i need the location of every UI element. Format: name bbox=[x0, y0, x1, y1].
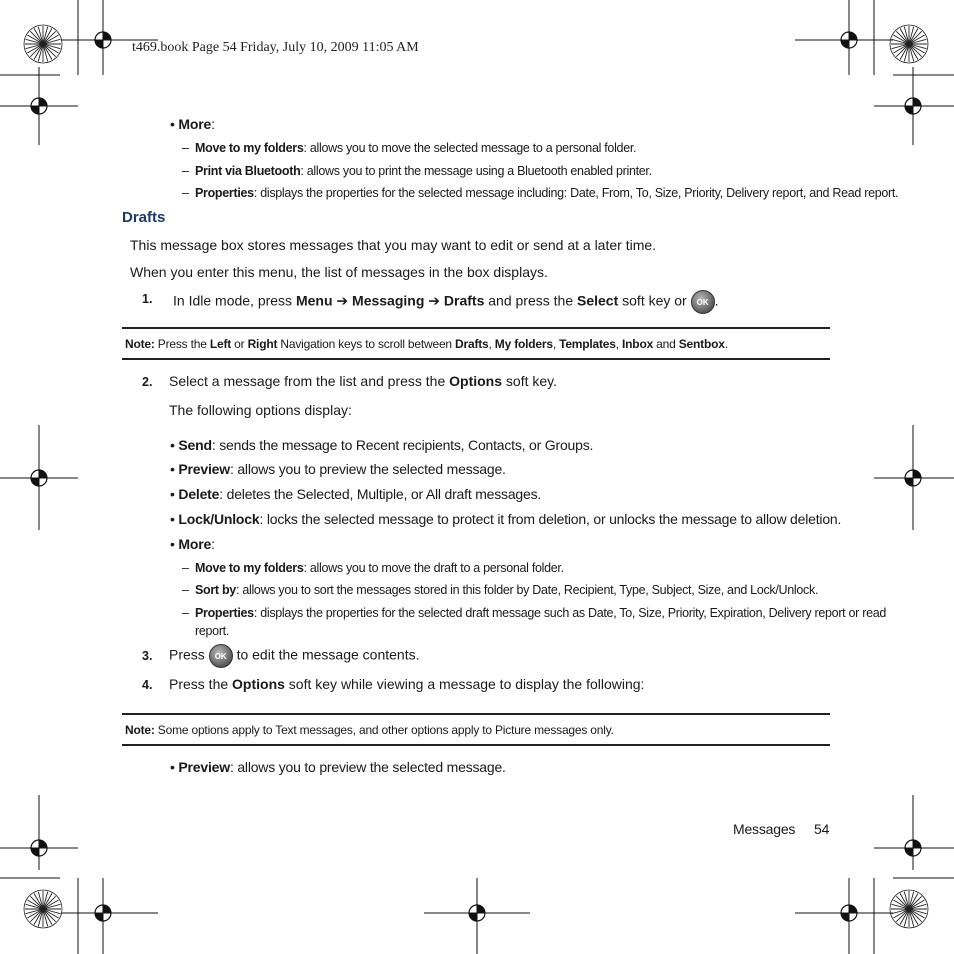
sub-item-text: : displays the properties for the selected draft message such as Date, To, Size, Priority, Expiration, Delivery report or read bbox=[253, 606, 887, 620]
option-bullet: • Delete: deletes the Selected, Multiple, or All draft messages. bbox=[170, 486, 542, 502]
messaging-key: Messaging bbox=[352, 292, 425, 309]
options-key: Options bbox=[449, 373, 503, 389]
intro-paragraph: This message box stores messages that you may want to edit or send at a later time. bbox=[130, 237, 657, 253]
text-run: soft key. bbox=[502, 373, 558, 389]
note-label: Note: bbox=[125, 723, 155, 737]
text-run: Select a message from the list and press the bbox=[169, 373, 450, 389]
more-sub-item: – Move to my folders: allows you to move the draft to a personal folder. bbox=[182, 561, 564, 575]
option-text: : allows you to preview the selected message. bbox=[229, 759, 506, 775]
option-text: : deletes the Selected, Multiple, or All draft messages. bbox=[219, 486, 542, 502]
sub-item-text: : allows you to sort the messages stored in this folder by Date, Recipient, Type, Subject, Size, and Lock/Unlock. bbox=[235, 583, 819, 597]
ok-key-icon: OK bbox=[209, 644, 233, 668]
intro-paragraph: When you enter this menu, the list of messages in the box displays. bbox=[130, 264, 548, 280]
text-run: Press the bbox=[169, 676, 233, 692]
menu-key: Menu bbox=[295, 292, 333, 309]
sub-item-text: : allows you to move the draft to a personal folder. bbox=[303, 561, 564, 575]
text-run: My folders bbox=[494, 337, 553, 351]
note-text: Some options apply to Text messages, and other options apply to Picture messages only. bbox=[154, 723, 614, 737]
option-label: Send bbox=[178, 437, 212, 453]
text-run: Drafts bbox=[455, 337, 489, 351]
page-number: 54 bbox=[814, 821, 830, 837]
sub-item-text: : allows you to move the selected message to a personal folder. bbox=[303, 141, 637, 155]
select-key: Select bbox=[577, 292, 619, 309]
option-label: More bbox=[178, 536, 212, 552]
options-key: Options bbox=[232, 676, 285, 692]
option-text: : allows you to preview the selected message. bbox=[229, 461, 506, 477]
sub-item-text: : allows you to print the message using a Bluetooth enabled printer. bbox=[300, 164, 652, 178]
option-bullet: • More: bbox=[170, 536, 215, 552]
option-label: Delete bbox=[178, 486, 220, 502]
text-run: Inbox bbox=[622, 337, 654, 351]
following-text: The following options display: bbox=[169, 402, 352, 418]
text-run: Templates bbox=[559, 337, 616, 351]
text-run: In Idle mode, press bbox=[173, 292, 296, 309]
text-run: . bbox=[714, 292, 719, 309]
text-run: Navigation keys to scroll between bbox=[277, 337, 456, 351]
option-bullet: • Preview: allows you to preview the selected message. bbox=[170, 759, 506, 775]
text-run: , bbox=[488, 337, 495, 351]
step-1-text bbox=[173, 290, 719, 314]
text-run: and press the bbox=[484, 292, 577, 309]
more-sub-item: – Print via Bluetooth: allows you to print the message using a Bluetooth enabled printer. bbox=[182, 164, 652, 178]
option-bullet: • Lock/Unlock: locks the selected message to protect it from deletion, or unlocks the message to allow deletion. bbox=[170, 511, 842, 527]
text-run: or bbox=[231, 337, 248, 351]
text-run: to edit the message contents. bbox=[236, 646, 420, 663]
more-sub-item: – Sort by: allows you to sort the messages stored in this folder by Date, Recipient, Type, Subject, Size, and Lock/Unlock. bbox=[182, 583, 819, 597]
footer-section: Messages bbox=[733, 821, 796, 837]
arrow: ➔ bbox=[332, 292, 353, 309]
option-label: Lock/Unlock bbox=[178, 511, 260, 527]
step-number: 4. bbox=[142, 678, 153, 692]
section-title: Drafts bbox=[122, 209, 166, 226]
step-3-text bbox=[169, 644, 419, 668]
step-4-text bbox=[169, 676, 644, 692]
text-run: soft key or bbox=[618, 292, 691, 309]
sub-item-text: : displays the properties for the selected message including: Date, From, To, Size, Priority, Delivery report, and Read report. bbox=[253, 186, 899, 200]
text-run: Sentbox bbox=[678, 337, 725, 351]
drafts-key: Drafts bbox=[443, 292, 485, 309]
text-run: , bbox=[615, 337, 623, 351]
text-run: Right bbox=[247, 337, 278, 351]
more-sub-item: – Move to my folders: allows you to move the selected message to a personal folder. bbox=[182, 141, 637, 155]
text-run: . bbox=[724, 337, 728, 351]
text-run: Press bbox=[169, 646, 209, 663]
option-bullet: • Preview: allows you to preview the selected message. bbox=[170, 461, 506, 477]
text-run: soft key while viewing a message to display the following: bbox=[284, 676, 645, 692]
note-box bbox=[122, 713, 830, 746]
text-run: and bbox=[653, 337, 679, 351]
step-number: 3. bbox=[142, 649, 153, 663]
sub-item-continuation: report. bbox=[195, 624, 230, 638]
sub-item-label: Print via Bluetooth bbox=[195, 164, 301, 178]
arrow: ➔ bbox=[424, 292, 444, 309]
ok-key-icon: OK bbox=[691, 290, 715, 314]
more-bullet: • More: bbox=[170, 116, 215, 132]
sub-item-label: Move to my folders bbox=[195, 141, 304, 155]
text-run: , bbox=[552, 337, 560, 351]
note-box bbox=[122, 327, 830, 360]
note-label: Note: bbox=[125, 337, 155, 351]
sub-item-label: Properties bbox=[195, 606, 254, 620]
sub-item-label: Sort by bbox=[195, 583, 236, 597]
option-label: Preview bbox=[178, 759, 230, 775]
print-header: t469.book Page 54 Friday, July 10, 2009 11:05 AM bbox=[132, 40, 419, 55]
sub-item-label: Properties bbox=[195, 186, 254, 200]
text-run: Left bbox=[209, 337, 232, 351]
step-2-text bbox=[169, 373, 557, 389]
option-text: : locks the selected message to protect it from deletion, or unlocks the message to allow deletion. bbox=[259, 511, 842, 527]
step-number: 1. bbox=[142, 292, 153, 306]
option-text: : sends the message to Recent recipients, Contacts, or Groups. bbox=[211, 437, 594, 453]
more-sub-item: – Properties: displays the properties for the selected draft message such as Date, To, Size, Priority, Expiration, Delivery report or read bbox=[182, 606, 887, 620]
option-label: Preview bbox=[178, 461, 230, 477]
more-label: More bbox=[178, 116, 212, 132]
more-sub-item: – Properties: displays the properties for the selected message including: Date, From, To, Size, Priority, Delivery report, and Read report. bbox=[182, 186, 899, 200]
sub-item-label: Move to my folders bbox=[195, 561, 304, 575]
more-suffix: : bbox=[211, 116, 215, 132]
option-bullet: • Send: sends the message to Recent recipients, Contacts, or Groups. bbox=[170, 437, 594, 453]
text-run: Press the bbox=[154, 337, 210, 351]
option-text: : bbox=[211, 536, 215, 552]
step-number: 2. bbox=[142, 375, 153, 389]
